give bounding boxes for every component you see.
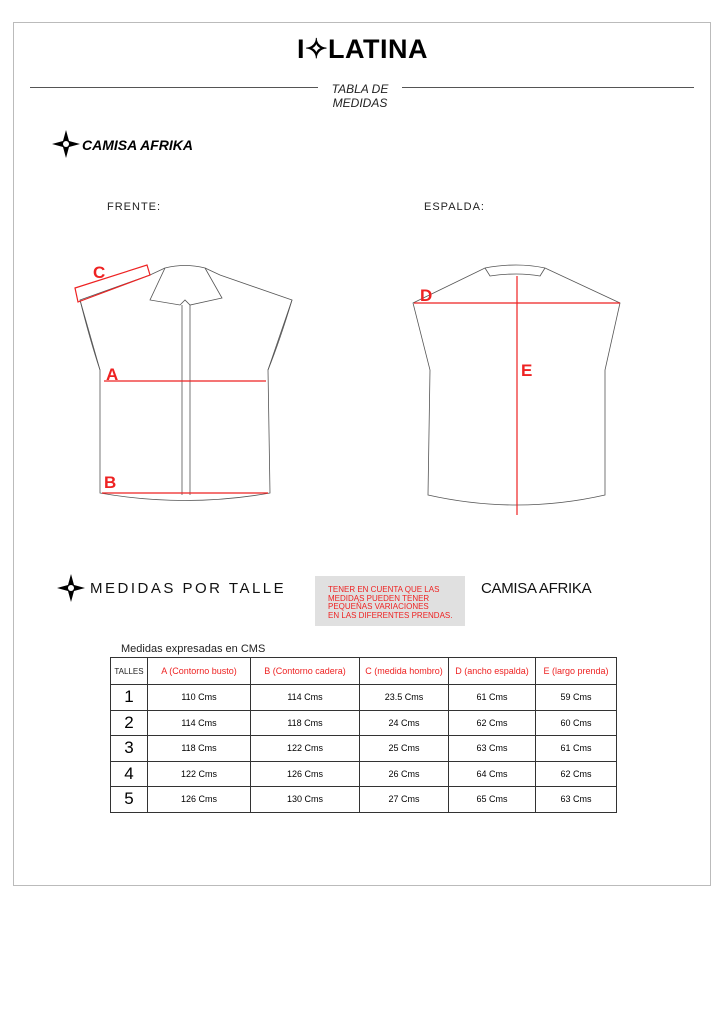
measure-label-e: E bbox=[521, 361, 533, 380]
measure-cell: 25 Cms bbox=[360, 736, 449, 762]
size-table bbox=[110, 657, 617, 813]
front-measure-lines bbox=[75, 265, 268, 493]
note-line: EN LAS DIFERENTES PRENDAS. bbox=[328, 610, 453, 620]
header-a: A (Contorno busto) bbox=[148, 658, 251, 685]
measure-cell: 61 Cms bbox=[536, 736, 617, 762]
note-line: MEDIDAS PUEDEN TENER bbox=[328, 593, 430, 603]
header-talles: TALLES bbox=[111, 658, 148, 685]
section-title: MEDIDAS POR TALLE bbox=[90, 580, 287, 597]
size-cell: 2 bbox=[111, 710, 148, 736]
brand-logo: I✧LATINA bbox=[296, 34, 429, 64]
measure-cell: 126 Cms bbox=[148, 787, 251, 813]
back-measure-lines bbox=[414, 276, 620, 515]
variation-note bbox=[315, 576, 465, 626]
subtitle-line-2: MEDIDAS bbox=[332, 96, 388, 110]
measure-cell: 61 Cms bbox=[449, 685, 536, 711]
measure-cell: 23.5 Cms bbox=[360, 685, 449, 711]
measure-cell: 64 Cms bbox=[449, 761, 536, 787]
measure-cell: 114 Cms bbox=[251, 685, 360, 711]
product-name-secondary: CAMISA AFRIKA bbox=[481, 580, 592, 597]
measure-cell: 27 Cms bbox=[360, 787, 449, 813]
table-row bbox=[111, 736, 617, 762]
size-cell: 4 bbox=[111, 761, 148, 787]
measure-cell: 59 Cms bbox=[536, 685, 617, 711]
note-line: PEQUEÑAS VARIACIONES bbox=[328, 602, 429, 611]
measure-cell: 24 Cms bbox=[360, 710, 449, 736]
measure-cell: 122 Cms bbox=[148, 761, 251, 787]
table-row bbox=[111, 710, 617, 736]
header-e: E (largo prenda) bbox=[536, 658, 617, 685]
size-cell: 1 bbox=[111, 685, 148, 711]
measure-cell: 26 Cms bbox=[360, 761, 449, 787]
measure-cell: 118 Cms bbox=[148, 736, 251, 762]
star-icon bbox=[57, 574, 85, 602]
measure-label-b: B bbox=[104, 473, 117, 492]
measure-cell: 62 Cms bbox=[449, 710, 536, 736]
measure-cell: 114 Cms bbox=[148, 710, 251, 736]
measure-cell: 126 Cms bbox=[251, 761, 360, 787]
table-row bbox=[111, 761, 617, 787]
size-cell: 3 bbox=[111, 736, 148, 762]
measure-cell: 130 Cms bbox=[251, 787, 360, 813]
table-row bbox=[111, 685, 617, 711]
measure-label-c: C bbox=[93, 263, 106, 282]
back-label: ESPALDA: bbox=[424, 201, 485, 213]
measure-cell: 63 Cms bbox=[449, 736, 536, 762]
table-header-row bbox=[111, 658, 617, 685]
table-row bbox=[111, 787, 617, 813]
header-c: C (medida hombro) bbox=[360, 658, 449, 685]
header-d: D (ancho espalda) bbox=[449, 658, 536, 685]
measure-cell: 62 Cms bbox=[536, 761, 617, 787]
subtitle-line-1: TABLA DE bbox=[331, 82, 389, 96]
measure-label-d: D bbox=[420, 286, 433, 305]
measure-label-a: A bbox=[106, 365, 119, 384]
measure-cell: 110 Cms bbox=[148, 685, 251, 711]
measure-cell: 65 Cms bbox=[449, 787, 536, 813]
measure-cell: 60 Cms bbox=[536, 710, 617, 736]
note-line: TENER EN CUENTA QUE LAS bbox=[328, 585, 440, 594]
table-caption: Medidas expresadas en CMS bbox=[121, 643, 266, 655]
measure-cell: 122 Cms bbox=[251, 736, 360, 762]
header-b: B (Contorno cadera) bbox=[251, 658, 360, 685]
front-label: FRENTE: bbox=[107, 201, 162, 213]
size-cell: 5 bbox=[111, 787, 148, 813]
product-title: CAMISA AFRIKA bbox=[82, 137, 193, 153]
measure-cell: 63 Cms bbox=[536, 787, 617, 813]
measure-cell: 118 Cms bbox=[251, 710, 360, 736]
